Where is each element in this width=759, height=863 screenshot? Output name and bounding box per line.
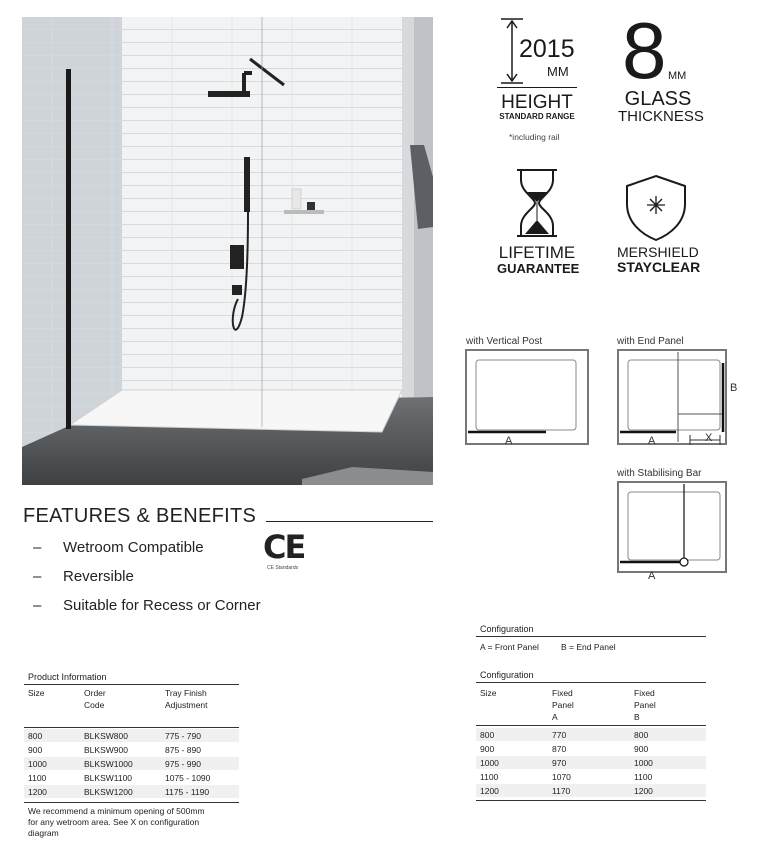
height-rule bbox=[497, 87, 577, 88]
cell-adjustment: 1175 - 1190 bbox=[165, 787, 210, 797]
cell-size: 1000 bbox=[28, 759, 47, 769]
table-row bbox=[476, 784, 706, 797]
config-key-rule bbox=[476, 636, 706, 637]
diagram-title-vertical-post: with Vertical Post bbox=[466, 336, 543, 347]
cell-adjustment: 775 - 790 bbox=[165, 731, 201, 741]
cell-code: BLKSW900 bbox=[84, 745, 128, 755]
cell-adjustment: 1075 - 1090 bbox=[165, 773, 211, 783]
feature-text: Suitable for Recess or Corner bbox=[63, 597, 261, 614]
config-key-b: B = End Panel bbox=[561, 642, 616, 652]
cell-panel-a: 870 bbox=[552, 744, 567, 754]
header-tray-finish: Tray Finish bbox=[165, 688, 207, 698]
cell-size: 1200 bbox=[28, 787, 47, 797]
vertical-post-diagram bbox=[464, 348, 594, 448]
height-value: 2015 bbox=[519, 35, 575, 63]
cell-size: 900 bbox=[480, 744, 495, 754]
wetroom-note-line: diagram bbox=[28, 828, 59, 838]
cell-code: BLKSW1100 bbox=[84, 773, 133, 783]
cell-size: 1100 bbox=[480, 772, 499, 782]
table-row bbox=[476, 756, 706, 769]
shower-product-photo bbox=[22, 17, 433, 485]
config-table-rule-bottom bbox=[476, 800, 706, 801]
mershield-feature bbox=[617, 168, 699, 278]
product-info-rule-header bbox=[24, 727, 239, 728]
dimension-x-label: X bbox=[705, 432, 713, 444]
config-key-a: A = Front Panel bbox=[480, 642, 539, 652]
height-note: *including rail bbox=[509, 132, 560, 142]
ce-caption: CE Standards bbox=[267, 565, 299, 571]
glass-label: GLASS bbox=[624, 88, 692, 110]
height-label: HEIGHT bbox=[501, 92, 573, 113]
features-rule bbox=[266, 521, 433, 522]
header-adjustment: Adjustment bbox=[165, 700, 208, 710]
features-title: FEATURES & BENEFITS bbox=[23, 505, 257, 527]
header-b: B bbox=[634, 712, 640, 722]
cell-size: 900 bbox=[28, 745, 43, 755]
cell-panel-b: 800 bbox=[634, 730, 649, 740]
hourglass-icon bbox=[515, 168, 559, 238]
product-info-rule-top bbox=[24, 684, 239, 685]
mershield-label: MERSHIELD bbox=[617, 244, 699, 260]
glass-thickness-feature bbox=[618, 6, 704, 127]
cell-panel-b: 1100 bbox=[634, 772, 653, 782]
lifetime-guarantee-feature bbox=[497, 168, 579, 278]
table-row bbox=[476, 728, 706, 741]
feature-text: Reversible bbox=[63, 568, 134, 585]
diagram-title-stabilising-bar: with Stabilising Bar bbox=[617, 468, 702, 479]
height-unit: MM bbox=[547, 64, 569, 79]
cell-code: BLKSW1200 bbox=[84, 787, 133, 797]
stabilising-bar-diagram bbox=[616, 480, 728, 576]
height-feature bbox=[497, 17, 579, 147]
cell-panel-b: 1200 bbox=[634, 786, 653, 796]
dash: – bbox=[33, 597, 42, 614]
product-info-title: Product Information bbox=[28, 672, 107, 682]
product-info-rule-bottom bbox=[24, 802, 239, 803]
cell-panel-a: 1070 bbox=[552, 772, 571, 782]
ce-mark-icon: CE bbox=[263, 528, 305, 566]
height-sublabel: STANDARD RANGE bbox=[499, 112, 575, 121]
header-panel-a: Panel bbox=[552, 700, 574, 710]
cell-size: 1100 bbox=[28, 773, 47, 783]
dimension-a-label: A bbox=[505, 435, 513, 447]
header-a: A bbox=[552, 712, 558, 722]
wetroom-note-line: We recommend a minimum opening of 500mm bbox=[28, 806, 205, 816]
config-table-rule-top bbox=[476, 682, 706, 683]
cell-adjustment: 875 - 890 bbox=[165, 745, 201, 755]
cell-size: 800 bbox=[28, 731, 43, 741]
thickness-label: THICKNESS bbox=[618, 108, 704, 125]
dash: – bbox=[33, 539, 42, 556]
dash: – bbox=[33, 568, 42, 585]
dimension-a-label: A bbox=[648, 435, 656, 447]
cell-size: 800 bbox=[480, 730, 495, 740]
header-fixed-b: Fixed bbox=[634, 688, 655, 698]
wetroom-note-line: for any wetroom area. See X on configuration bbox=[28, 817, 200, 827]
shield-icon bbox=[623, 174, 689, 242]
config-table-title: Configuration bbox=[480, 670, 534, 680]
dimension-b-label: B bbox=[730, 382, 738, 394]
guarantee-label: GUARANTEE bbox=[497, 261, 580, 276]
config-key-title: Configuration bbox=[480, 624, 534, 634]
table-row bbox=[24, 729, 239, 742]
feature-item bbox=[33, 568, 134, 585]
feature-item bbox=[33, 539, 204, 556]
header-order: Order bbox=[84, 688, 106, 698]
cell-panel-a: 770 bbox=[552, 730, 567, 740]
header-panel-b: Panel bbox=[634, 700, 656, 710]
diagram-title-end-panel: with End Panel bbox=[617, 336, 684, 347]
cell-code: BLKSW1000 bbox=[84, 759, 133, 769]
cell-size: 1000 bbox=[480, 758, 499, 768]
glass-unit: MM bbox=[668, 70, 687, 82]
header-code: Code bbox=[84, 700, 105, 710]
glass-value: 8 bbox=[622, 6, 667, 95]
dimension-a-label: A bbox=[648, 570, 656, 582]
config-table-rule-header bbox=[476, 725, 706, 726]
cell-panel-b: 1000 bbox=[634, 758, 653, 768]
cell-panel-b: 900 bbox=[634, 744, 649, 754]
stayclear-label: STAYCLEAR bbox=[617, 259, 701, 275]
header-size: Size bbox=[480, 688, 497, 698]
cell-panel-a: 970 bbox=[552, 758, 567, 768]
header-fixed-a: Fixed bbox=[552, 688, 573, 698]
cell-size: 1200 bbox=[480, 786, 499, 796]
header-size: Size bbox=[28, 688, 45, 698]
cell-adjustment: 975 - 990 bbox=[165, 759, 201, 769]
lifetime-label: LIFETIME bbox=[498, 243, 576, 262]
cell-code: BLKSW800 bbox=[84, 731, 128, 741]
cell-panel-a: 1170 bbox=[552, 786, 571, 796]
feature-text: Wetroom Compatible bbox=[63, 539, 204, 556]
feature-item bbox=[33, 597, 261, 614]
